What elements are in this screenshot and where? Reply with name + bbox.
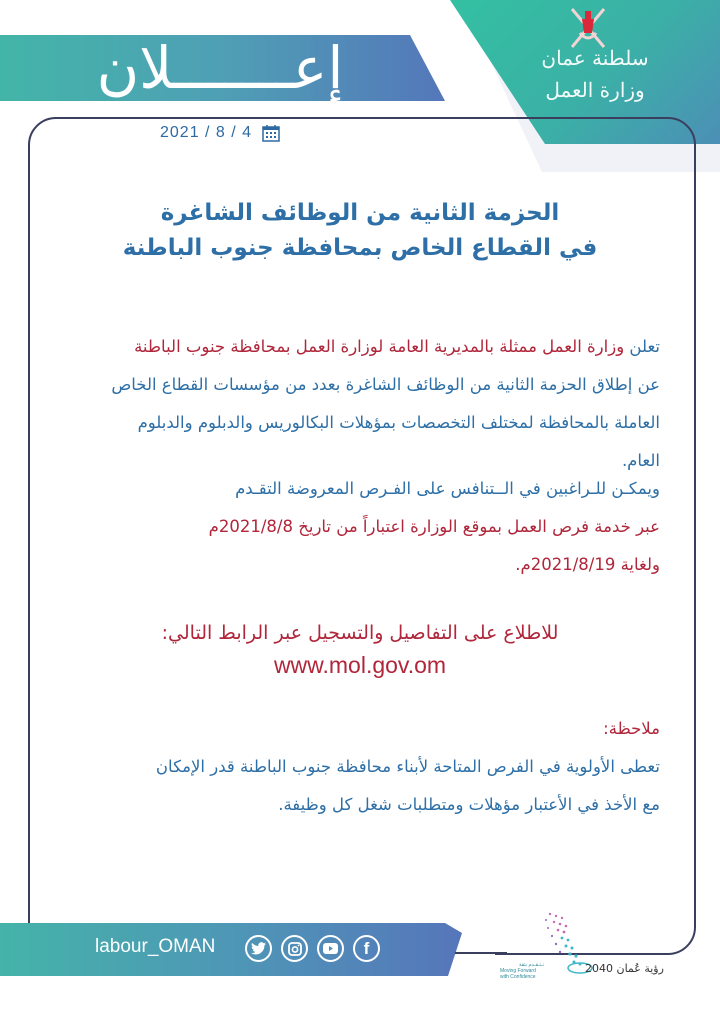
youtube-icon[interactable]: [317, 935, 344, 962]
footer-bar: [0, 923, 462, 976]
facebook-glyph: f: [363, 938, 370, 958]
intro-word: تعلن: [624, 337, 660, 356]
vision-name: رؤية عُمان 2040: [585, 962, 664, 975]
paragraph-2-line-3: ولغاية 2021/8/19م.: [515, 555, 660, 574]
announcement-date: [160, 122, 280, 144]
banner-title: إعـــــــلان: [96, 34, 344, 102]
twitter-icon[interactable]: [245, 935, 272, 962]
paragraph-2: [20, 470, 660, 584]
website-link[interactable]: www.mol.gov.om: [273, 652, 447, 678]
facebook-icon[interactable]: [353, 935, 380, 962]
ministry-highlight: وزارة العمل ممثلة بالمديرية العامة لوزارة العمل بمحافظة جنوب الباطنة: [134, 337, 625, 356]
note-section: [20, 710, 660, 824]
note-line-1: تعطى الأولوية في الفرص المتاحة لأبناء محافظة جنوب الباطنة قدر الإمكان: [155, 757, 660, 776]
paragraph-2-line-1: ويمكـن للـراغبين في الــتنافس على الفـرص المعروضة التقـدم: [235, 479, 660, 498]
title-line-2: في القطاع الخاص بمحافظة جنوب الباطنة: [122, 235, 598, 261]
title-line-1: الحزمة الثانية من الوظائف الشاغرة: [160, 200, 560, 226]
paragraph-2-line-2: عبر خدمة فرص العمل بموقع الوزارة اعتباراً من تاريخ 2021/8/8م: [208, 517, 660, 536]
vision-tagline-en: Moving Forward with Confidence: [500, 968, 536, 980]
paragraph-1-line-4: العام.: [621, 451, 660, 470]
paragraph-1-line-1: [20, 328, 660, 366]
vision-tagline: [500, 962, 544, 980]
footer-divider: [455, 952, 507, 954]
note-line-2: مع الأخذ في الأعتبار مؤهلات ومتطلبات شغل كل وظيفة.: [278, 795, 660, 814]
link-label: للاطلاع على التفاصيل والتسجيل عبر الرابط التالي:: [161, 622, 559, 644]
paragraph-1: [20, 328, 660, 480]
paragraph-1-line-3: العاملة بالمحافظة لمختلف التخصصات بمؤهلات البكالوريس والدبلوم والدبلوم: [137, 413, 660, 432]
calendar-icon: [262, 124, 280, 142]
vision-tagline-ar: نـتـقـدم بثقة: [518, 962, 544, 968]
org-name-ministry: وزارة العمل: [545, 78, 645, 102]
date-text: 2021 / 8 / 4: [160, 124, 253, 141]
org-name-sultanate: سلطنة عمان: [541, 46, 649, 70]
social-handle[interactable]: labour_OMAN: [95, 936, 216, 957]
oman-emblem-icon: [564, 3, 612, 51]
instagram-icon[interactable]: [281, 935, 308, 962]
footer-divider-right: [628, 953, 668, 955]
note-heading: ملاحظة:: [603, 719, 660, 738]
paragraph-1-line-2: عن إطلاق الحزمة الثانية من الوظائف الشاغرة بعدد من مؤسسات القطاع الخاص: [111, 375, 660, 394]
